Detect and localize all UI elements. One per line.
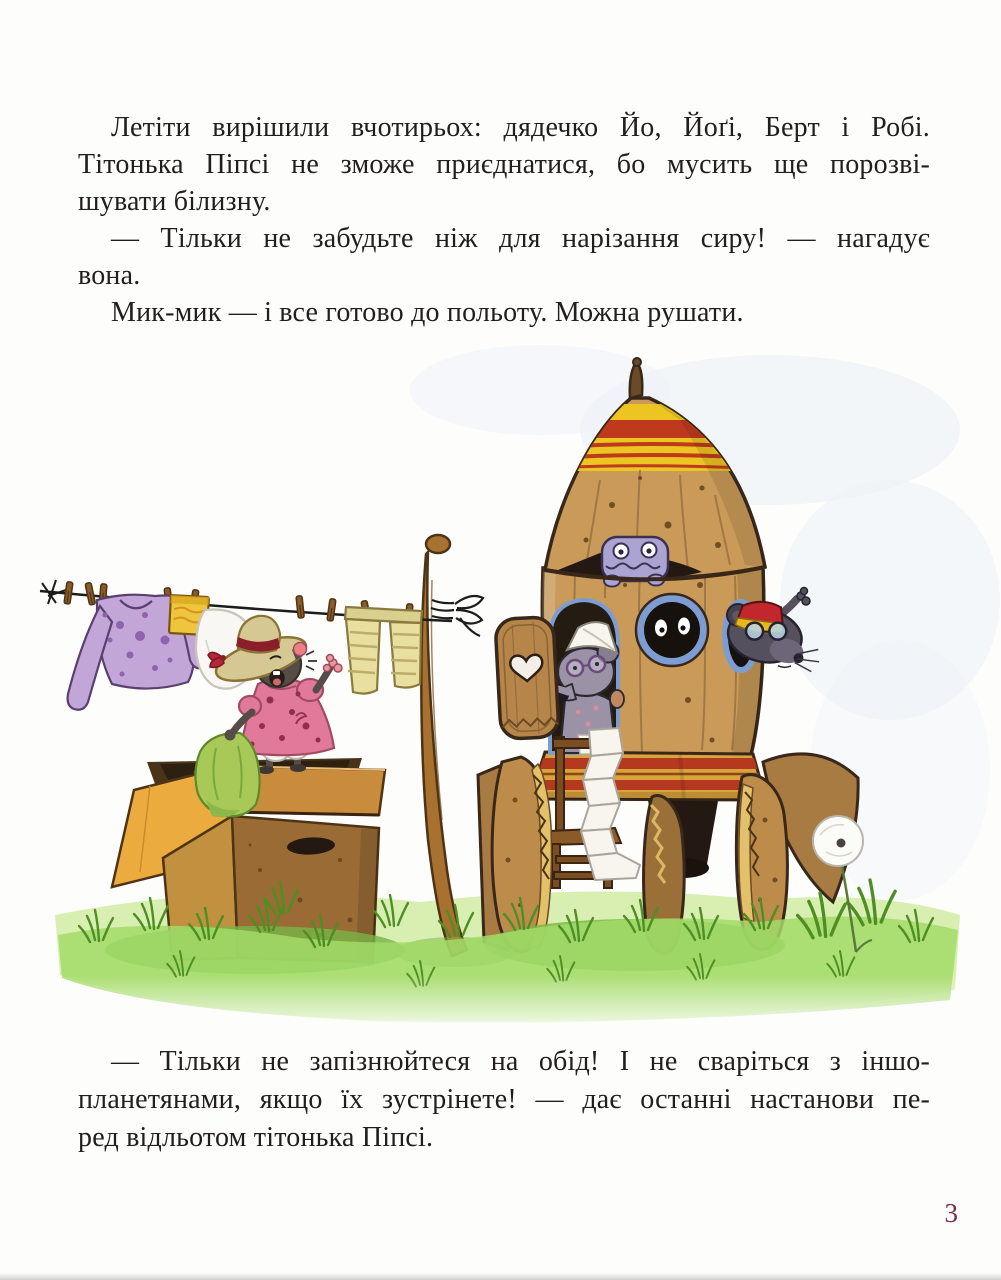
striped-pants <box>345 607 422 694</box>
page-edge-shadow <box>0 1273 1001 1280</box>
text-line: ред відльотом тітонька Піпсі. <box>78 1122 434 1153</box>
page-number: 3 <box>944 1198 958 1228</box>
story-text-top <box>78 109 930 331</box>
sound-marks <box>306 651 317 670</box>
text-line: планетянами, якщо їх зустрінете! — дає останні настанови пе- <box>78 1084 930 1115</box>
story-text-bottom <box>78 1043 930 1157</box>
text-line: шувати білизну. <box>78 186 271 217</box>
wooden-stick <box>421 552 467 956</box>
text-line: Летіти вирішили вчотирьох: дядечко Йо, Йоґі, Берт і Робі. <box>111 112 930 143</box>
porthole-with-eyes <box>636 594 708 666</box>
rocket-door <box>495 617 559 740</box>
text-line: Тітонька Піпсі не зможе приєднатися, бо мусить ще порозві- <box>78 149 930 180</box>
text-line: вона. <box>78 260 141 291</box>
text-line: — Тільки не запізнюйтеся на обід! І не сваріться з іншо- <box>111 1046 930 1077</box>
text-line: — Тільки не забудьте ніж для нарізання сиру! — нагадує <box>111 223 930 254</box>
green-cloth <box>195 733 259 817</box>
text-line: Мик-мик — і все готово до польоту. Можна рушати. <box>111 297 744 328</box>
line-bow-knot <box>431 596 483 636</box>
